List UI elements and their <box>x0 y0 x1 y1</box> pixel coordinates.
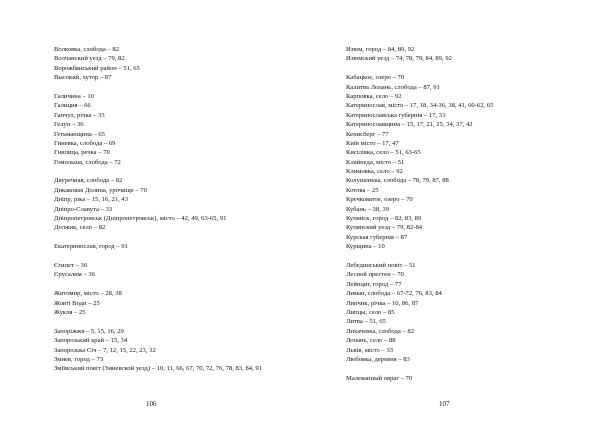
index-entry: Климовка, село – 92 <box>346 168 403 176</box>
index-entry: Дніпро-Славута – 33 <box>54 205 113 213</box>
index-entry: Карповка, село – 92 <box>346 92 402 100</box>
index-entry: Запоріжжя – 5, 15, 16, 29 <box>54 327 124 335</box>
index-entry: Ганчул, річка – 33 <box>54 111 105 119</box>
index-entry: Катеринослав, місто – 17, 18, 34-36, 38, 41, 60-62, 65 <box>346 102 494 110</box>
index-entry: Курская губернія – 87 <box>346 233 408 241</box>
index-entry: Ворожбянський район – 51, 65 <box>54 64 140 72</box>
index-entry: Кенисберг – 77 <box>346 130 389 138</box>
index-column-left <box>54 45 286 374</box>
section-gap <box>346 64 586 73</box>
section-gap <box>54 83 286 92</box>
index-entry: Изюмский уезд – 74, 78, 79, 84, 89, 92 <box>346 55 452 63</box>
index-entry: Липчик, річка – 10, 86, 87 <box>346 299 419 307</box>
index-entry: Липцы, село – 85 <box>346 308 395 316</box>
section-gap <box>346 252 586 261</box>
index-entry: Литва – 51, 65 <box>346 318 386 326</box>
section-gap <box>54 233 286 242</box>
index-entry: Купянск, город – 82, 83, 89 <box>346 215 422 223</box>
index-entry: Галичина – 10 <box>54 92 94 100</box>
index-entry: Волчанский уезд – 79, 82 <box>54 55 125 63</box>
section-gap <box>54 252 286 261</box>
index-entry: Запорозька Січ – 7, 12, 15, 22, 23, 32 <box>54 346 156 354</box>
index-entry: Купянский уезд – 79, 82-84 <box>346 224 423 232</box>
index-entry: Дніпр, ріка – 15, 16, 21, 43 <box>54 196 128 204</box>
index-entry: Катеринославська губернія – 17, 33 <box>346 111 446 119</box>
index-entry: Двуречная, слобода – 82 <box>54 177 123 185</box>
index-entry: Клайпеда, місто – 51 <box>346 158 405 166</box>
index-entry: Лесной престен – 70 <box>346 271 404 279</box>
index-entry: Зміївський повіт (Змиевской уезд) – 10, 11, 66, 67, 70, 72, 76, 78, 83, 84, 91 <box>54 365 262 373</box>
index-entry: Калитва Лопань, слобода – 87, 91 <box>346 83 440 91</box>
index-entry: Лейпциг, город – 77 <box>346 280 402 288</box>
section-gap <box>54 317 286 326</box>
index-entry: Жовті Води – 25 <box>54 299 100 307</box>
index-entry: Київ місто – 17, 47 <box>346 139 399 147</box>
index-entry: Гетьманщина – 65 <box>54 130 105 138</box>
section-gap <box>54 280 286 289</box>
index-entry: Любовка, деревня – 83 <box>346 355 410 363</box>
index-entry: Львів, місто – 33 <box>346 346 394 354</box>
index-entry: Екатеринослав, город – 91 <box>54 243 128 251</box>
index-entry: Гнилица, речка – 70 <box>54 149 110 157</box>
index-entry: Житомир, місто – 28, 38 <box>54 290 122 298</box>
index-entry: Волковка, слобода – 82 <box>54 46 119 53</box>
index-entry: Жукля – 25 <box>54 308 86 316</box>
index-entry: Змиев, город – 73 <box>54 355 104 363</box>
index-entry: Катеринославщина – 15, 17, 21, 25, 34, 37, 42 <box>346 121 473 129</box>
index-entry: Лихачевка, слобода – 82 <box>346 327 415 335</box>
index-entry: Лебединський повіт – 51 <box>346 261 416 269</box>
index-entry: Котова – 25 <box>346 186 379 194</box>
index-entry: Лиман, слобода – 67-72, 76, 83, 84 <box>346 290 442 298</box>
index-entry: Кубань – 38, 39 <box>346 205 390 213</box>
index-entry: Гомольша, слобода – 72 <box>54 158 121 166</box>
index-entry: Кисілівка, село – 51, 63-65 <box>346 149 421 157</box>
section-gap <box>54 167 286 176</box>
index-entry: Лопань, село – 88 <box>346 337 396 345</box>
index-entry: Кречковатое, озеро – 70 <box>346 196 413 204</box>
index-entry: Єрусалим – 36 <box>54 271 96 279</box>
index-entry: Колушенька, слобода – 78, 79, 87, 88 <box>346 177 449 185</box>
right-page <box>300 0 600 435</box>
index-entry: Гиневка, слобода – 69 <box>54 139 116 147</box>
index-entry: Гелун – 36 <box>54 121 84 129</box>
index-entry: Запорозький край – 15, 34 <box>54 337 128 345</box>
index-entry: Малеванный овраг – 70 <box>346 374 413 382</box>
index-column-right <box>346 45 586 383</box>
index-entry: Дикаковая Долина, урочище – 70 <box>54 186 147 194</box>
index-entry: Высокий, хутор – 87 <box>54 74 112 82</box>
page-number: 106 <box>146 400 157 408</box>
index-entry: Дніпропетровськ (Дніпропетровськ), місто – 42, 49, 63-65, 91 <box>54 215 227 223</box>
index-entry: Должик, село – 82 <box>54 224 106 232</box>
index-entry: Курщина – 10 <box>346 243 385 251</box>
index-entry: Кабацкое, озеро – 70 <box>346 74 405 82</box>
index-entry: Галиция – 66 <box>54 102 91 110</box>
index-entry: Изюм, город – 84, 89, 92 <box>346 46 415 53</box>
section-gap <box>346 364 586 373</box>
page-number: 107 <box>439 400 450 408</box>
index-entry: Єгипет – 36 <box>54 261 88 269</box>
